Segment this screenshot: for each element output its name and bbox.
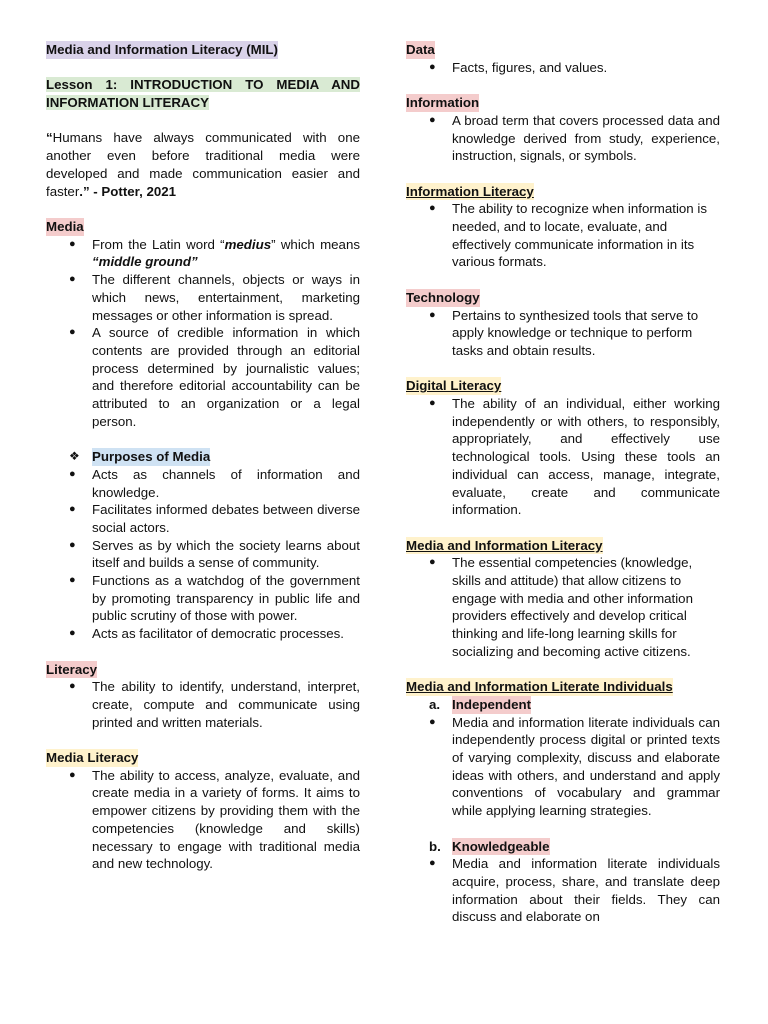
- literacy-list: [46, 678, 360, 731]
- knowledgeable-heading: b. Knowledgeable: [429, 838, 550, 854]
- list-item: ● Pertains to synthesized tools that serve to apply knowledge or technique to perform tasks and obtain results.: [406, 307, 720, 360]
- independent-heading: a. Independent: [429, 696, 532, 712]
- information-literacy-heading: Information Literacy: [406, 183, 534, 199]
- information-literacy-list: [406, 200, 720, 271]
- data-list: [406, 59, 720, 77]
- list-item: ● Facilitates informed debates between diverse social actors.: [46, 501, 360, 536]
- opening-quote: “Humans have always communicated with one another even before traditional media were developed and made communication easier and faster.” - Potter, 2021: [46, 130, 360, 199]
- list-item: ● Media and information literate individuals acquire, process, share, and translate deep information about their fields. They can discuss and elaborate on: [406, 855, 720, 926]
- purposes-heading: ❖ Purposes of Media: [69, 449, 211, 465]
- list-item: ● Media and information literate individuals can independently process digital or printed texts of varying complexity, discuss and elaborate ideas with others, and understand and apply conventions of vocabulary and grammar while applying learning strategies.: [406, 714, 720, 820]
- list-item: ● A source of credible information in which contents are provided through an editorial process determined by journalistic values; and therefore editorial accountability can be attributed to an organization or a legal person.: [46, 324, 360, 430]
- list-item: ● A broad term that covers processed data and knowledge derived from study, experience, instruction, signals, or symbols.: [406, 112, 720, 165]
- left-column: [46, 41, 360, 873]
- list-item: ● Acts as facilitator of democratic processes.: [46, 625, 360, 643]
- list-item: ● The different channels, objects or ways in which news, entertainment, marketing messages or other information is spread.: [46, 271, 360, 324]
- list-item: ● From the Latin word “medius” which means “middle ground”: [46, 236, 360, 271]
- list-item: ● Serves as by which the society learns about itself and builds a sense of community.: [46, 537, 360, 572]
- list-item: ● Functions as a watchdog of the government by promoting transparency in public life and public scrutiny of those with power.: [46, 572, 360, 625]
- purposes-list: [46, 466, 360, 643]
- list-item: ● The ability to recognize when information is needed, and to locate, evaluate, and effectively communicate information in its various formats.: [406, 200, 720, 271]
- digital-literacy-list: [406, 395, 720, 519]
- list-item: ● Acts as channels of information and knowledge.: [46, 466, 360, 501]
- list-item: ● The ability of an individual, either working independently or with others, to responsibly, appropriately, and effectively use technological tools. Using these tools an individual can access, manage, integrate, evaluate, create and communicate information.: [406, 395, 720, 519]
- information-heading: Information: [406, 95, 480, 111]
- list-item: ● The essential competencies (knowledge, skills and attitude) that allow citizens to engage with media and other information providers effectively and develop critical thinking and life-long learning skills for socializing and becoming active citizens.: [406, 554, 720, 660]
- list-item: ● Facts, figures, and values.: [406, 59, 720, 77]
- digital-literacy-heading: Digital Literacy: [406, 378, 502, 394]
- literacy-heading: Literacy: [46, 661, 97, 677]
- doc-title: Media and Information Literacy (MIL): [46, 42, 278, 57]
- technology-list: [406, 307, 720, 360]
- data-heading: Data: [406, 42, 435, 57]
- media-list: [46, 236, 360, 431]
- diamond-bullet-icon: ❖: [69, 449, 80, 464]
- list-item: ● The ability to identify, understand, interpret, create, compute and communicate using printed and written materials.: [46, 678, 360, 731]
- media-heading: Media: [46, 218, 84, 234]
- mil-heading: Media and Information Literacy: [406, 537, 603, 553]
- lesson-title: Lesson 1: INTRODUCTION TO MEDIA AND INFORMATION LITERACY: [46, 77, 360, 111]
- mil-individuals-heading: Media and Information Literate Individuals: [406, 679, 673, 695]
- information-list: [406, 112, 720, 165]
- technology-heading: Technology: [406, 289, 480, 305]
- independent-list: [406, 714, 720, 820]
- media-literacy-heading: Media Literacy: [46, 750, 139, 766]
- media-literacy-list: [46, 767, 360, 873]
- mil-list: [406, 554, 720, 660]
- right-column: [406, 41, 720, 926]
- list-item: ● The ability to access, analyze, evaluate, and create media in a variety of forms. It aims to empower citizens by providing them with the competencies (knowledge and skills) necessary to engage with traditional media and new technology.: [46, 767, 360, 873]
- knowledgeable-list: [406, 855, 720, 926]
